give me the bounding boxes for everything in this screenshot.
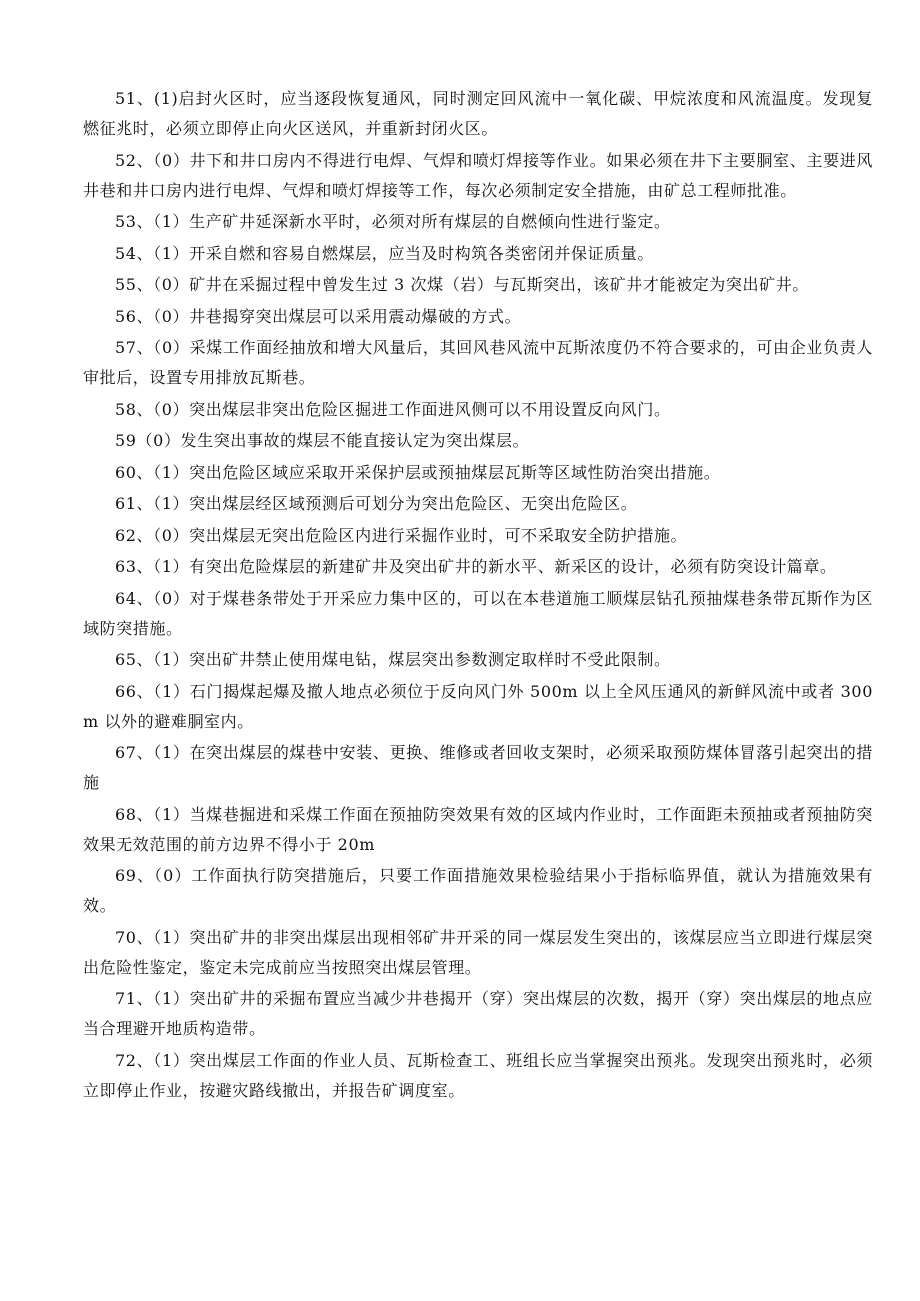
question-56: 56、（0）井巷揭穿突出煤层可以采用震动爆破的方式。 [115,306,522,326]
question-63: 63、（1）有突出危险煤层的新建矿井及突出矿井的新水平、新采区的设计，必须有防突设计篇章。 [115,557,837,576]
question-52: 52、（0）井下和井口房内不得进行电焊、气焊和喷灯焊接等作业。如果必须在井下主要胴室、主要进风井巷和井口房内进行电焊、气焊和喷灯焊接等工作，每次必须制定安全措施，由矿总工程师批准。 [83,150,873,200]
question-67: 67、（1）在突出煤层的煤巷中安装、更换、维修或者回收支架时，必须采取预防煤体冒落引起突出的措施 [83,743,873,792]
question-65: 65、（1）突出矿井禁止使用煤电钻，煤层突出参数测定取样时不受此限制。 [115,650,671,669]
question-64: 64、（0）对于煤巷条带处于开采应力集中区的，可以在本巷道施工顺煤层钻孔预抽煤巷条带瓦斯作为区域防突措施。 [83,588,873,638]
question-71: 71、（1）突出矿井的采掘布置应当减少井巷揭开（穿）突出煤层的次数，揭开（穿）突出煤层的地点应当合理避开地质构造带。 [83,989,873,1038]
question-58: 58、（0）突出煤层非突出危险区掘进工作面进风侧可以不用设置反向风门。 [115,399,671,419]
question-62: 62、（0）突出煤层无突出危险区内进行采掘作业时，可不采取安全防护措施。 [115,525,688,545]
question-69: 69、（0）工作面执行防突措施后，只要工作面措施效果检验结果小于指标临界值，就认为措施效果有效。 [83,866,873,915]
question-68: 68、（1）当煤巷掘进和采煤工作面在预抽防突效果有效的区域内作业时，工作面距未预抽或者预抽防突效果无效范围的前方边界不得小于 20m [83,804,873,854]
question-59: 59（0）发生突出事故的煤层不能直接认定为突出煤层。 [115,431,530,450]
question-60: 60、（1）突出危险区域应采取开采保护层或预抽煤层瓦斯等区域性防治突出措施。 [115,462,721,482]
question-54: 54、（1）开采自燃和容易自燃煤层，应当及时构筑各类密闭并保证质量。 [115,243,654,263]
question-51: 51、(1)启封火区时，应当逐段恢复通风，同时测定回风流中一氧化碳、甲烷浓度和风流温度。发现复燃征兆时，必须立即停止向火区送风，并重新封闭火区。 [83,89,873,138]
question-72: 72、（1）突出煤层工作面的作业人员、瓦斯检查工、班组长应当掌握突出预兆。发现突出预兆时，必须立即停止作业，按避灾路线撤出，并报告矿调度室。 [83,1050,873,1100]
question-70: 70、（1）突出矿井的非突出煤层出现相邻矿井开采的同一煤层发生突出的，该煤层应当立即进行煤层突出危险性鉴定，鉴定未完成前应当按照突出煤层管理。 [83,927,873,977]
question-list [83,84,873,1107]
question-53: 53、（1）生产矿井延深新水平时，必须对所有煤层的自燃倾向性进行鉴定。 [115,212,671,231]
question-61: 61、（1）突出煤层经区域预测后可划分为突出危险区、无突出危险区。 [115,494,638,513]
question-57: 57、（0）采煤工作面经抽放和增大风量后，其回风巷风流中瓦斯浓度仍不符合要求的，可由企业负责人审批后，设置专用排放瓦斯巷。 [83,338,873,387]
question-66: 66、（1）石门揭煤起爆及撤人地点必须位于反向风门外 500m 以上全风压通风的新鲜风流中或者 300m 以外的避难胴室内。 [83,681,873,731]
question-55: 55、（0）矿井在采掘过程中曾发生过 3 次煤（岩）与瓦斯突出，该矿井才能被定为突出矿井。 [115,275,809,294]
